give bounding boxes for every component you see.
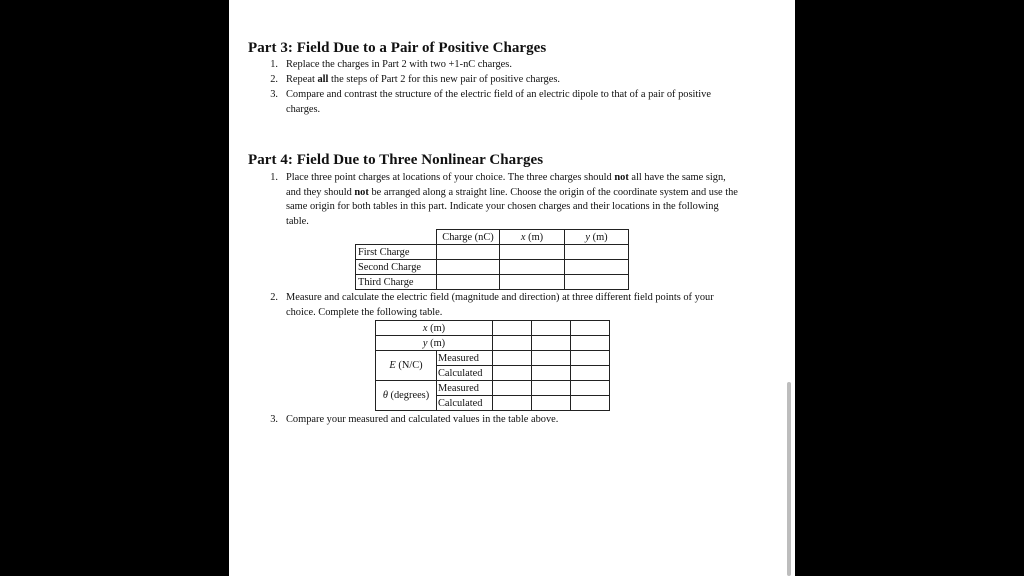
row-label-x — [376, 321, 493, 336]
list-number: 2. — [270, 292, 278, 303]
row-label-first-charge: First Charge — [356, 245, 437, 260]
row-label-y — [376, 336, 493, 351]
empty-cell[interactable] — [500, 245, 565, 260]
table-row — [356, 245, 629, 260]
bold-word: not — [354, 186, 369, 198]
text-segment: be arranged along a straight line. Choose the origin of the coordinate system and use the same origin for both tables in this part. Indicate your chosen charges and their locations in the following table. — [286, 186, 738, 227]
empty-cell[interactable] — [437, 245, 500, 260]
text-segment: Repeat — [286, 74, 318, 85]
bold-word: all — [317, 74, 329, 85]
list-number: 1. — [270, 172, 278, 183]
list-text: Replace the charges in Part 2 with two +1-nC charges. — [286, 59, 512, 70]
empty-cell[interactable] — [571, 351, 610, 366]
list-number: 2. — [270, 74, 278, 85]
var-e: E — [389, 360, 396, 371]
list-number: 3. — [270, 89, 278, 100]
empty-cell[interactable] — [571, 381, 610, 396]
list-text: Compare your measured and calculated values in the table above. — [286, 414, 559, 425]
header-charge: Charge (nC) — [437, 230, 500, 245]
text-segment: all have the same sign, and they should — [286, 172, 726, 198]
row-label-theta — [376, 381, 437, 411]
empty-cell[interactable] — [493, 351, 532, 366]
empty-corner-cell — [356, 230, 437, 245]
empty-cell[interactable] — [437, 275, 500, 290]
empty-cell[interactable] — [571, 336, 610, 351]
table-header-row — [356, 230, 629, 245]
list-text: Measure and calculate the electric field (magnitude and direction) at three different field points of your choice. Complete the following table. — [286, 292, 714, 318]
empty-cell[interactable] — [532, 396, 571, 411]
text-segment: the steps of Part 2 for this new pair of positive charges. — [328, 74, 560, 85]
empty-cell[interactable] — [532, 366, 571, 381]
var-y: y — [422, 337, 428, 349]
var-theta: θ — [382, 390, 388, 401]
unit: (N/C) — [398, 360, 423, 371]
empty-cell[interactable] — [493, 381, 532, 396]
list-text — [286, 73, 738, 88]
empty-cell[interactable] — [500, 260, 565, 275]
bold-word: not — [614, 172, 629, 183]
part4-heading: Part 4: Field Due to Three Nonlinear Charges — [248, 152, 544, 168]
document-page — [229, 0, 795, 576]
unit-m: (m) — [528, 231, 544, 243]
empty-cell[interactable] — [565, 245, 629, 260]
var-y: y — [585, 231, 590, 243]
sub-label-measured: Measured — [437, 351, 493, 366]
header-y — [565, 230, 629, 245]
empty-cell[interactable] — [565, 275, 629, 290]
sub-label-measured: Measured — [437, 381, 493, 396]
empty-cell[interactable] — [571, 321, 610, 336]
var-x: x — [422, 322, 428, 334]
vertical-scrollbar[interactable] — [787, 382, 791, 576]
table-row-x — [376, 321, 610, 336]
table-row-y — [376, 336, 610, 351]
empty-cell[interactable] — [493, 336, 532, 351]
header-x — [500, 230, 565, 245]
table-row — [356, 275, 629, 290]
sub-label-calculated: Calculated — [437, 366, 493, 381]
list-text — [286, 171, 738, 229]
empty-cell[interactable] — [532, 351, 571, 366]
empty-cell[interactable] — [532, 381, 571, 396]
table-row-theta-measured — [376, 381, 610, 396]
var-x: x — [520, 231, 526, 243]
empty-cell[interactable] — [571, 396, 610, 411]
table-row-e-measured — [376, 351, 610, 366]
unit: (m) — [430, 337, 446, 349]
row-label-e — [376, 351, 437, 381]
row-label-second-charge: Second Charge — [356, 260, 437, 275]
charges-table — [355, 229, 629, 290]
empty-cell[interactable] — [493, 321, 532, 336]
table-row — [356, 260, 629, 275]
empty-cell[interactable] — [500, 275, 565, 290]
list-text: Compare and contrast the structure of the electric field of an electric dipole to that of a pair of positive charges. — [286, 89, 711, 115]
list-number: 3. — [270, 414, 278, 425]
unit: (m) — [430, 322, 446, 334]
row-label-third-charge: Third Charge — [356, 275, 437, 290]
text-segment: Place three point charges at locations of your choice. The three charges should — [286, 172, 615, 183]
empty-cell[interactable] — [532, 336, 571, 351]
unit-m: (m) — [592, 231, 608, 243]
sub-label-calculated: Calculated — [437, 396, 493, 411]
list-number: 1. — [270, 59, 278, 70]
empty-cell[interactable] — [571, 366, 610, 381]
part3-heading: Part 3: Field Due to a Pair of Positive Charges — [248, 40, 547, 56]
empty-cell[interactable] — [565, 260, 629, 275]
empty-cell[interactable] — [532, 321, 571, 336]
empty-cell[interactable] — [493, 396, 532, 411]
unit: (degrees) — [390, 390, 430, 401]
empty-cell[interactable] — [493, 366, 532, 381]
field-points-table — [375, 320, 610, 411]
empty-cell[interactable] — [437, 260, 500, 275]
